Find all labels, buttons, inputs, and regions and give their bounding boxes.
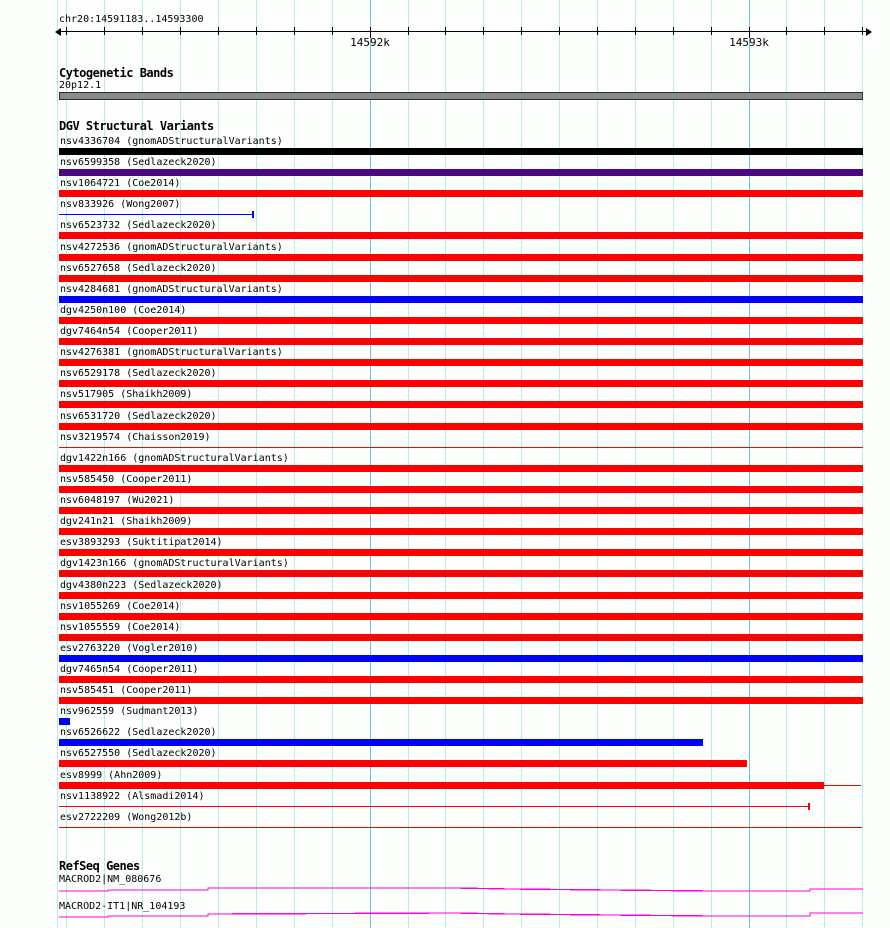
variant-row[interactable] <box>0 812 890 833</box>
minor-tick <box>824 27 825 35</box>
variant-row[interactable] <box>0 242 890 263</box>
region-coordinates-label: chr20:14591183..14593300 <box>59 14 204 25</box>
variant-label: nsv4284681 (gnomADStructuralVariants) <box>60 284 283 295</box>
variant-bar[interactable] <box>59 380 863 387</box>
variant-label: esv2763220 (Vogler2010) <box>60 643 199 654</box>
minor-tick <box>294 27 295 35</box>
minor-tick <box>256 27 257 35</box>
variant-row[interactable] <box>0 220 890 241</box>
variant-label: nsv6529178 (Sedlazeck2020) <box>60 368 217 379</box>
tick-label: 14592k <box>350 36 390 49</box>
variant-row[interactable] <box>0 622 890 643</box>
variant-row[interactable] <box>0 537 890 558</box>
variant-row[interactable] <box>0 347 890 368</box>
variant-label: nsv6531720 (Sedlazeck2020) <box>60 411 217 422</box>
variant-bar[interactable] <box>59 549 863 556</box>
minor-tick <box>673 27 674 35</box>
variant-bar[interactable] <box>59 214 252 215</box>
variant-row[interactable] <box>0 791 890 812</box>
variant-label: dgv4380n223 (Sedlazeck2020) <box>60 580 223 591</box>
variant-bar[interactable] <box>59 317 863 324</box>
variant-label: nsv4276381 (gnomADStructuralVariants) <box>60 347 283 358</box>
ruler-left-arrow-icon <box>55 28 61 36</box>
variant-bar[interactable] <box>824 785 861 786</box>
variant-row[interactable] <box>0 685 890 706</box>
variant-row[interactable] <box>0 453 890 474</box>
variant-label: nsv6527550 (Sedlazeck2020) <box>60 748 217 759</box>
gene-label-macrod2: MACROD2|NM_080676 <box>59 874 162 885</box>
variant-label: esv2722209 (Wong2012b) <box>60 812 193 823</box>
minor-tick <box>786 27 787 35</box>
variant-row[interactable] <box>0 389 890 410</box>
variant-bar[interactable] <box>59 296 863 303</box>
variant-bar[interactable] <box>59 697 863 704</box>
variant-bar[interactable] <box>59 718 70 725</box>
minor-tick <box>559 27 560 35</box>
variant-bar[interactable] <box>59 782 824 789</box>
variant-row[interactable] <box>0 664 890 685</box>
variant-label: nsv6526622 (Sedlazeck2020) <box>60 727 217 738</box>
variant-label: nsv4336704 (gnomADStructuralVariants) <box>60 136 283 147</box>
variant-bar[interactable] <box>59 570 863 577</box>
variant-bar[interactable] <box>59 806 808 807</box>
variant-bar[interactable] <box>59 592 863 599</box>
variant-row[interactable] <box>0 516 890 537</box>
variant-row[interactable] <box>0 727 890 748</box>
variant-row[interactable] <box>0 558 890 579</box>
variant-bar[interactable] <box>59 507 863 514</box>
variant-label: nsv1055559 (Coe2014) <box>60 622 181 633</box>
minor-tick <box>332 27 333 35</box>
minor-tick <box>635 27 636 35</box>
variant-label: dgv7464n54 (Cooper2011) <box>60 326 199 337</box>
variant-label: nsv6048197 (Wu2021) <box>60 495 175 506</box>
variant-bar[interactable] <box>59 148 863 155</box>
variant-end-tick <box>252 211 254 218</box>
variant-bar[interactable] <box>59 401 863 408</box>
variant-row[interactable] <box>0 411 890 432</box>
variant-row[interactable] <box>0 643 890 664</box>
minor-tick <box>483 27 484 35</box>
variant-label: nsv962559 (Sudmant2013) <box>60 706 199 717</box>
variant-bar[interactable] <box>59 169 863 176</box>
variant-bar[interactable] <box>59 275 863 282</box>
variant-bar[interactable] <box>59 447 863 448</box>
variant-label: nsv4272536 (gnomADStructuralVariants) <box>60 242 283 253</box>
variant-label: nsv6523732 (Sedlazeck2020) <box>60 220 217 231</box>
variant-label: nsv833926 (Wong2007) <box>60 199 181 210</box>
gene-label-macrod2-it1: MACROD2-IT1|NR_104193 <box>59 901 186 912</box>
minor-tick <box>180 27 181 35</box>
variant-label: nsv1138922 (Alsmadi2014) <box>60 791 205 802</box>
variant-label: esv8999 (Ahn2009) <box>60 770 163 781</box>
variant-label: nsv585451 (Cooper2011) <box>60 685 193 696</box>
minor-tick <box>104 27 105 35</box>
refseq-genes-header: RefSeq Genes <box>59 859 140 873</box>
variant-row[interactable] <box>0 748 890 769</box>
minor-tick <box>218 27 219 35</box>
variant-bar[interactable] <box>59 486 863 493</box>
variant-label: nsv585450 (Cooper2011) <box>60 474 193 485</box>
variant-row[interactable] <box>0 305 890 326</box>
variant-label: nsv6599358 (Sedlazeck2020) <box>60 157 217 168</box>
tick-label: 14593k <box>729 36 769 49</box>
minor-tick <box>711 27 712 35</box>
variant-bar[interactable] <box>59 739 703 746</box>
variant-row[interactable] <box>0 178 890 199</box>
minor-tick <box>597 27 598 35</box>
minor-tick <box>521 27 522 35</box>
variant-bar[interactable] <box>59 190 863 197</box>
variant-bar[interactable] <box>59 359 863 366</box>
cytogenetic-bands-header: Cytogenetic Bands <box>59 66 174 80</box>
variant-bar[interactable] <box>59 760 747 767</box>
variant-label: nsv517905 (Shaikh2009) <box>60 389 193 400</box>
variant-bar[interactable] <box>59 634 863 641</box>
variant-bar[interactable] <box>59 827 862 828</box>
variant-row[interactable] <box>0 284 890 305</box>
cytoband-label: 20p12.1 <box>59 80 102 91</box>
variant-bar[interactable] <box>59 423 863 430</box>
variant-bar[interactable] <box>59 465 863 472</box>
variant-label: dgv1423n166 (gnomADStructuralVariants) <box>60 558 289 569</box>
variant-bar[interactable] <box>59 655 863 662</box>
variant-label: dgv241n21 (Shaikh2009) <box>60 516 193 527</box>
variant-bar[interactable] <box>59 338 863 345</box>
variant-bar[interactable] <box>59 528 863 535</box>
variant-label: dgv1422n166 (gnomADStructuralVariants) <box>60 453 289 464</box>
variant-row[interactable] <box>0 706 890 727</box>
variant-label: esv3893293 (Suktitipat2014) <box>60 537 223 548</box>
cytoband-bar[interactable] <box>59 92 863 100</box>
variant-bar[interactable] <box>59 232 863 239</box>
variant-row[interactable] <box>0 770 890 791</box>
variant-label: dgv7465n54 (Cooper2011) <box>60 664 199 675</box>
variant-bar[interactable] <box>59 613 863 620</box>
variant-row[interactable] <box>0 136 890 157</box>
variant-label: dgv4250n100 (Coe2014) <box>60 305 187 316</box>
variant-row[interactable] <box>0 601 890 622</box>
variant-row[interactable] <box>0 326 890 347</box>
variant-row[interactable] <box>0 157 890 178</box>
variant-label: nsv6527658 (Sedlazeck2020) <box>60 263 217 274</box>
variant-row[interactable] <box>0 368 890 389</box>
dgv-structural-variants-header: DGV Structural Variants <box>59 119 214 133</box>
variant-end-tick <box>808 803 810 810</box>
minor-tick <box>445 27 446 35</box>
minor-tick <box>408 27 409 35</box>
variant-bar[interactable] <box>59 676 863 683</box>
variant-bar[interactable] <box>59 254 863 261</box>
variant-row[interactable] <box>0 263 890 284</box>
variant-row[interactable] <box>0 432 890 453</box>
variant-row[interactable] <box>0 495 890 516</box>
variant-label: nsv1055269 (Coe2014) <box>60 601 181 612</box>
variant-row[interactable] <box>0 199 890 220</box>
minor-tick <box>142 27 143 35</box>
minor-tick <box>66 27 67 35</box>
variant-row[interactable] <box>0 474 890 495</box>
variant-label: nsv3219574 (Chaisson2019) <box>60 432 211 443</box>
variant-label: nsv1064721 (Coe2014) <box>60 178 181 189</box>
variant-row[interactable] <box>0 580 890 601</box>
minor-tick <box>862 27 863 35</box>
ruler-right-arrow-icon <box>866 28 872 36</box>
